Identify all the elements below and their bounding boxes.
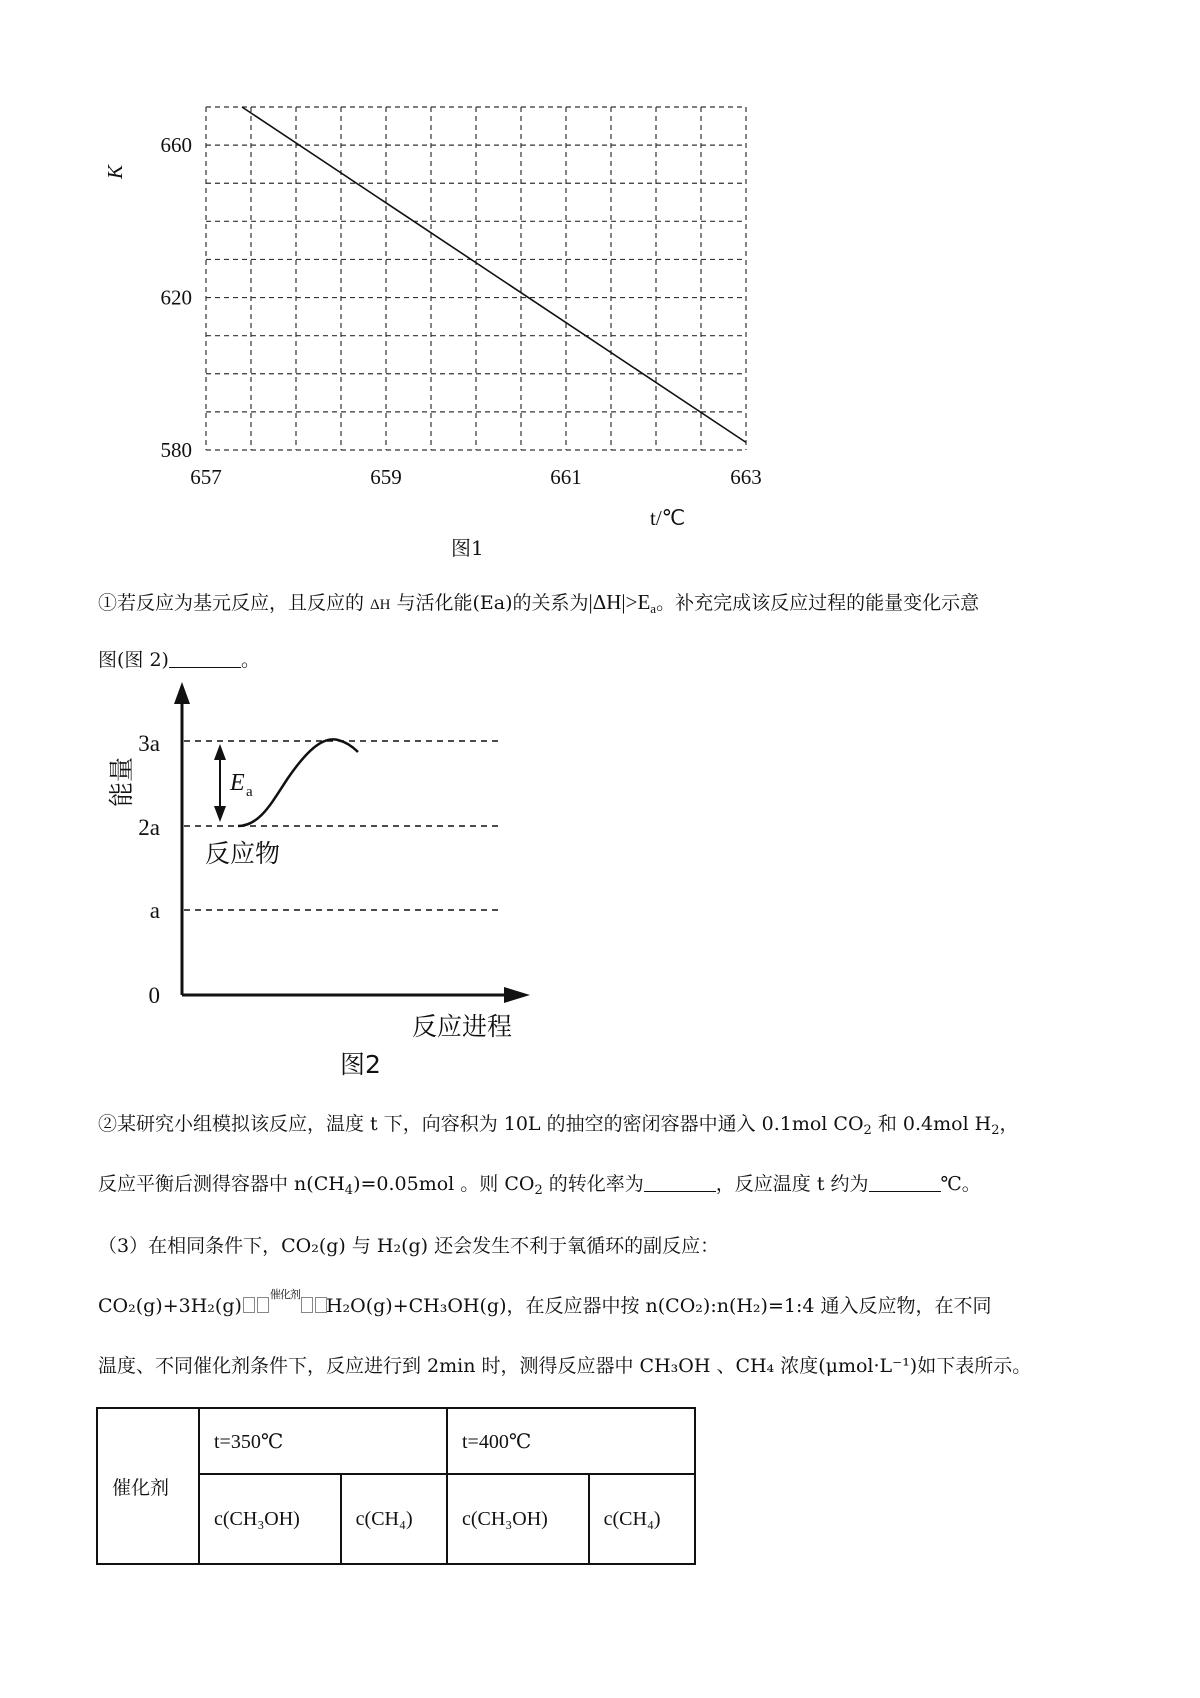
equilibrium-arrow: 催化剂 [242, 1292, 320, 1323]
question-2-line-1: ②某研究小组模拟该反应，温度 t 下，向容积为 10L 的抽空的密闭容器中通入 0.1mol $CO_2$ 和 0.4mol $H_2$， [98, 1113, 1019, 1138]
reaction-progress-label: 反应进程 [412, 1012, 513, 1041]
question-1-line-1: ①若反应为基元反应，且反应的 ΔH 与活化能(Ea)的关系为$|\Delta H|>E_a$。补充完成该反应过程的能量变化示意 [98, 590, 980, 616]
x-tick-label: 659 [370, 465, 402, 489]
col-ch3oh-350: c(CH₃OH) [199, 1474, 341, 1564]
y-tick-label: 660 [160, 133, 192, 158]
y-axis-label: K [103, 164, 127, 180]
y-axis-arrow [174, 682, 190, 704]
figure-2-caption: 图2 [340, 1050, 381, 1079]
tick-a: a [149, 898, 160, 923]
chart-series [242, 107, 746, 442]
energy-axis-label: 能量 [107, 756, 136, 808]
question-1-line-2: 图(图 2) 。 [98, 649, 260, 671]
y-tick-label: 620 [160, 285, 192, 310]
ea-label-sub: a [246, 784, 253, 800]
tick-0: 0 [148, 983, 160, 1008]
y-tick-label: 580 [160, 438, 192, 462]
figure-1-caption: 图1 [451, 536, 484, 560]
question-2-line-2: 反应平衡后测得容器中 $n(CH_4)=0.05mol$ 。则 $CO_2$ 的转化率为 ，反应温度 t 约为 ℃。 [98, 1173, 981, 1198]
table-row [97, 1408, 695, 1474]
question-3-line-2: $CO_2(g)+3H_2(g)^{催化剂}$ H₂O(g)+CH₃OH(g)，在反应器中按 n(CO₂):n(H₂)=1:4 通入反应物，在不同 [98, 1292, 992, 1323]
k-vs-t-line [242, 107, 746, 442]
x-axis-arrow [504, 987, 530, 1003]
col-ch3oh-400: c(CH₃OH) [447, 1474, 589, 1564]
answer-blank[interactable] [169, 649, 241, 668]
figure-1-chart [100, 90, 780, 510]
x-axis-label: t/℃ [650, 506, 686, 530]
x-tick-label: 661 [550, 465, 582, 489]
temperature-blank[interactable] [869, 1173, 941, 1192]
question-3-line-3: 温度、不同催化剂条件下，反应进行到 2min 时，测得反应器中 CH₃OH 、CH₄ 浓度(μmol·L⁻¹)如下表所示。 [98, 1355, 1032, 1377]
header-t400: t=400℃ [447, 1408, 695, 1474]
x-tick-label: 663 [730, 465, 762, 489]
tick-3a: 3a [138, 731, 160, 756]
header-t350: t=350℃ [199, 1408, 447, 1474]
ea-arrow-bottom [214, 806, 226, 822]
reaction-energy-curve [238, 739, 358, 826]
ea-arrow-top [214, 744, 226, 760]
chart-grid [206, 107, 746, 450]
conversion-rate-blank[interactable] [644, 1173, 716, 1192]
col-ch4-400: c(CH₄) [589, 1474, 695, 1564]
ea-label: E [230, 770, 245, 796]
col-ch4-350: c(CH₄) [341, 1474, 447, 1564]
x-tick-label: 657 [190, 465, 222, 489]
tick-2a: 2a [138, 815, 160, 840]
y-tick-labels [161, 133, 193, 462]
header-catalyst: 催化剂 [97, 1408, 199, 1564]
reactant-label: 反应物 [205, 839, 281, 868]
x-tick-labels [190, 465, 762, 489]
question-3-line-1: （3）在相同条件下，CO₂(g) 与 H₂(g) 还会发生不利于氧循环的副反应： [98, 1235, 720, 1257]
concentration-table [96, 1407, 696, 1565]
figure-2-energy-diagram [107, 680, 550, 1100]
